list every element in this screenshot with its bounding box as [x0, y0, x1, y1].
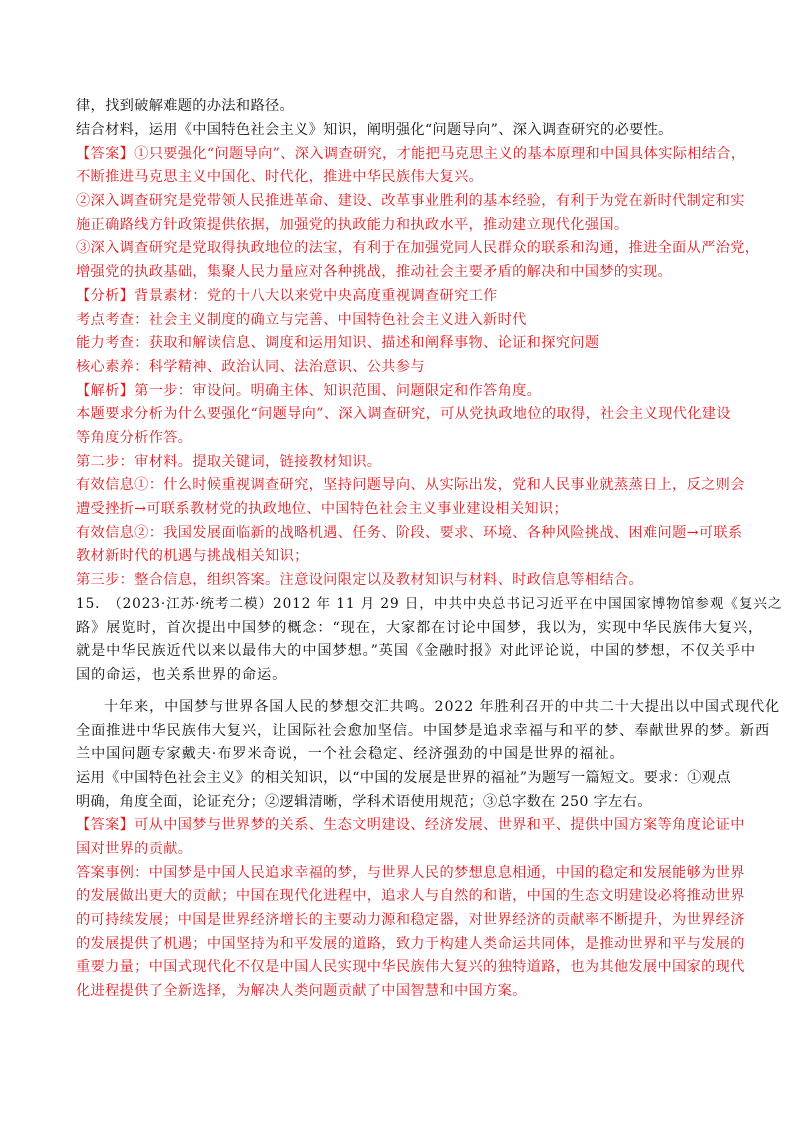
question-15-stem: 路》展览时，首次提出中国梦的概念：“现在，大家都在讨论中国梦，我以为，实现中华民族伟大复兴， — [76, 620, 764, 636]
answer-line: 不断推进马克思主义中国化、时代化，推进中华民族伟大复兴。 — [76, 169, 484, 185]
answer-example-line: 的可持续发展；中国是世界经济增长的主要动力源和稳定器，对世界经济的贡献率不断提升，为世界经济 — [76, 912, 745, 928]
question-prompt: 结合材料，运用《中国特色社会主义》知识，阐明强化“问题导向”、深入调查研究的必要性。 — [76, 122, 673, 138]
answer-example-line: 的发展做出更大的贡献；中国在现代化进程中，追求人与自然的和谐，中国的生态文明建设必将推动世界 — [76, 888, 745, 904]
analysis-line: 核心素养：科学精神、政治认同、法治意识、公共参与 — [76, 359, 425, 375]
explanation-line: 本题要求分析为什么要强化“问题导向”、深入调查研究，可从党执政地位的取得，社会主义现代化建设 — [76, 406, 731, 422]
question-15-material: 十年来，中国梦与世界各国人民的梦想交汇共鸣。2022 年胜利召开的中共二十大提出以中国式现代化 — [104, 699, 780, 715]
question-15-material: 全面推进中华民族伟大复兴，让国际社会愈加坚信。中国梦是追求幸福与和平的梦、奉献世界的梦。新西 — [76, 723, 771, 739]
question-15-stem: 就是中华民族近代以来以最伟大的中国梦想。”英国《金融时报》对此评论说，中国的梦想，不仅关乎中 — [76, 643, 756, 659]
text-line: 律，找到破解难题的办法和路径。 — [76, 98, 295, 114]
explanation-line: 第二步：审材料。提取关键词，链接教材知识。 — [76, 454, 382, 470]
answer-line: 【答案】可从中国梦与世界梦的关系、生态文明建设、经济发展、世界和平、提供中国方案等角度论证中 — [76, 817, 745, 833]
question-15-prompt: 明确，角度全面，论证充分；②逻辑清晰，学科术语使用规范；③总字数在 250 字左右。 — [76, 794, 652, 810]
analysis-line: 【分析】背景素材：党的十八大以来党中央高度重视调查研究工作 — [76, 288, 498, 304]
analysis-line: 能力考查：获取和解读信息、调度和运用知识、描述和阐释事物、论证和探究问题 — [76, 335, 600, 351]
answer-line: 国对世界的贡献。 — [76, 841, 193, 857]
question-15-stem: 15. （2023·江苏·统考二模）2012 年 11 月 29 日，中共中央总书记习近平在中国国家博物馆参观《复兴之 — [76, 596, 783, 612]
answer-line: 增强党的执政基础，集聚人民力量应对各种挑战，推动社会主要矛盾的解决和中国梦的实现。 — [76, 264, 673, 280]
explanation-line: 遭受挫折→可联系教材党的执政地位、中国特色社会主义事业建设相关知识； — [76, 501, 568, 517]
explanation-line: 有效信息②：我国发展面临新的战略机遇、任务、阶段、要求、环境、各种风险挑战、困难问题→可联系 — [76, 525, 743, 541]
explanation-line: 第三步：整合信息，组织答案。注意设问限定以及教材知识与材料、时政信息等相结合。 — [76, 572, 643, 588]
question-15-stem: 国的命运，也关系世界的命运。 — [76, 667, 288, 683]
explanation-line: 等角度分析作答。 — [76, 430, 193, 446]
answer-line: 【答案】①只要强化“问题导向”、深入调查研究，才能把马克思主义的基本原理和中国具体实际相结合， — [76, 146, 746, 162]
question-15-prompt: 运用《中国特色社会主义》的相关知识，以“中国的发展是世界的福祉”为题写一篇短文。要求：①观点 — [76, 770, 731, 786]
answer-line: 施正确路线方针政策提供依据，加强党的执政能力和执政水平，推动建立现代化强国。 — [76, 217, 629, 233]
answer-example-line: 的发展提供了机遇；中国坚持为和平发展的道路，致力于构建人类命运共同体，是推动世界和平与发展的 — [76, 936, 745, 952]
question-15-material: 兰中国问题专家戴夫·布罗米奇说，一个社会稳定、经济强劲的中国是世界的福祉。 — [76, 746, 625, 762]
explanation-line: 教材新时代的机遇与挑战相关知识； — [76, 548, 309, 564]
analysis-line: 考点考查：社会主义制度的确立与完善、中国特色社会主义进入新时代 — [76, 312, 527, 328]
answer-example-line: 重要力量；中国式现代化不仅是中国人民实现中华民族伟大复兴的独特道路，也为其他发展中国家的现代 — [76, 959, 745, 975]
answer-line: ②深入调查研究是党带领人民推进革命、建设、改革事业胜利的基本经验，有利于为党在新时代制定和实 — [76, 193, 745, 209]
answer-example-line: 答案事例：中国梦是中国人民追求幸福的梦，与世界人民的梦想息息相通，中国的稳定和发展能够为世界 — [76, 865, 745, 881]
answer-line: ③深入调查研究是党取得执政地位的法宝，有利于在加强党同人民群众的联系和沟通，推进全面从严治党， — [76, 240, 760, 256]
explanation-line: 有效信息①：什么时候重视调查研究，坚持问题导向、从实际出发，党和人民事业就蒸蒸日上，反之则会 — [76, 477, 745, 493]
answer-example-line: 化进程提供了全新选择，为解决人类问题贡献了中国智慧和中国方案。 — [76, 983, 527, 999]
explanation-line: 【解析】第一步：审设问。明确主体、知识范围、问题限定和作答角度。 — [76, 383, 542, 399]
